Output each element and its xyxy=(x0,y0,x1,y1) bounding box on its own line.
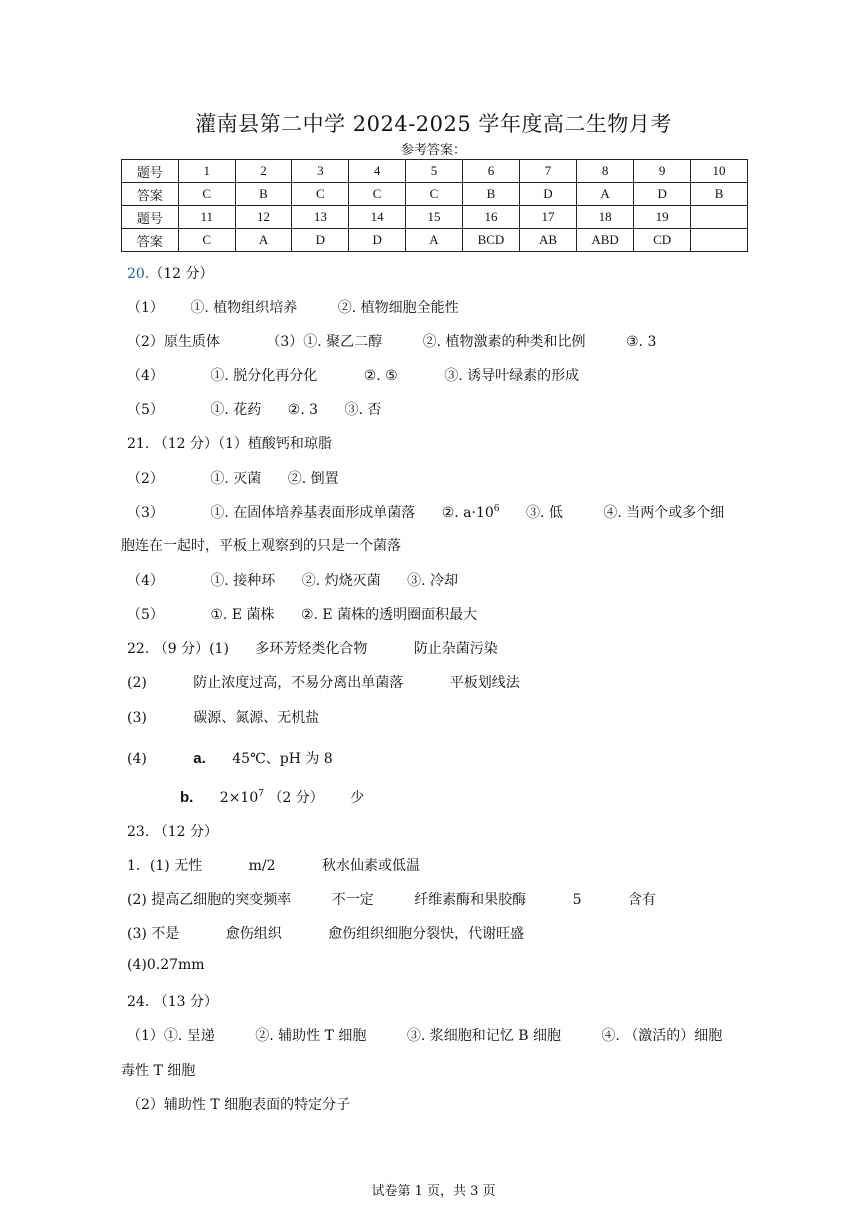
table-cell: CD xyxy=(634,229,691,252)
answer-text: ①. 植物组织培养 xyxy=(190,300,298,316)
q21-line-3 xyxy=(127,502,724,522)
table-cell: AB xyxy=(520,229,577,252)
answer-text: 碳源、氮源、无机盐 xyxy=(193,710,320,726)
q20-line-4 xyxy=(127,399,381,419)
table-cell: D xyxy=(634,183,691,206)
table-row xyxy=(122,229,748,252)
q24-line-1b: 毒性 T 细胞 xyxy=(121,1063,196,1079)
answer-text: (2) xyxy=(127,675,147,691)
answer-text: ①. 接种环 xyxy=(210,573,276,589)
answer-text: （4） xyxy=(127,368,164,384)
answer-text: ②. a·10 xyxy=(441,505,494,521)
answer-text: 不一定 xyxy=(331,892,374,908)
answer-text: ②. 倒置 xyxy=(287,471,339,487)
answer-text: 愈伤组织 xyxy=(225,926,282,942)
table-cell: D xyxy=(349,229,406,252)
q20-score: （12 分） xyxy=(149,266,214,282)
q23-line-1 xyxy=(127,855,420,875)
row-label: 题号 xyxy=(122,206,179,229)
answer-text: ③. 冷却 xyxy=(407,573,458,589)
table-cell: B xyxy=(691,183,748,206)
answer-text: m/2 xyxy=(248,858,276,874)
table-cell: 8 xyxy=(576,160,633,183)
answer-text: ④. （激活的）细胞 xyxy=(601,1028,723,1044)
table-cell: 1 xyxy=(178,160,235,183)
q22-line-2 xyxy=(127,672,520,692)
q21-line-4 xyxy=(127,570,458,590)
answer-text: ②. 灼烧灭菌 xyxy=(301,573,381,589)
answer-text: 愈伤组织细胞分裂快，代谢旺盛 xyxy=(328,926,525,942)
answer-text: 2×10 xyxy=(219,790,259,806)
answer-text: （2 分） xyxy=(268,790,324,806)
table-cell: 19 xyxy=(634,206,691,229)
table-cell: C xyxy=(349,183,406,206)
answer-text: （4） xyxy=(127,573,164,589)
row-label: 题号 xyxy=(122,160,179,183)
table-cell: C xyxy=(178,229,235,252)
table-cell xyxy=(691,229,748,252)
table-cell: 10 xyxy=(691,160,748,183)
table-row xyxy=(122,183,748,206)
q23-line-4: (4)0.27mm xyxy=(127,957,205,973)
answer-text: ③. 低 xyxy=(525,505,563,521)
table-cell: 18 xyxy=(576,206,633,229)
answer-text: （3） xyxy=(127,505,164,521)
table-cell: C xyxy=(292,183,349,206)
q20-line-1 xyxy=(127,297,459,317)
q23-line-2 xyxy=(127,889,656,909)
q20-heading xyxy=(127,263,214,283)
q21-line-1: 21. （12 分）（1）植酸钙和琼脂 xyxy=(127,436,332,452)
answer-text: 纤维素酶和果胶酶 xyxy=(414,892,527,908)
table-cell: 5 xyxy=(406,160,463,183)
answer-text: （2）原生质体 xyxy=(127,334,220,350)
q21-line-3b: 胞连在一起时，平板上观察到的只是一个菌落 xyxy=(121,538,401,554)
table-cell: 2 xyxy=(235,160,292,183)
answer-label: b. xyxy=(180,789,194,806)
table-cell: A xyxy=(235,229,292,252)
answer-text: 少 xyxy=(350,790,365,806)
table-cell: 14 xyxy=(349,206,406,229)
answer-text: 45℃、pH 为 8 xyxy=(232,751,333,767)
q22-line-5 xyxy=(180,787,364,807)
superscript: 7 xyxy=(258,789,264,800)
q20-line-2 xyxy=(127,331,656,351)
answer-text: 5 xyxy=(572,892,582,908)
answer-text: ③. 3 xyxy=(626,334,657,350)
answer-text: ②. 植物激素的种类和比例 xyxy=(422,334,586,350)
table-row xyxy=(122,206,748,229)
answer-text: ②. E 菌株的透明圈面积最大 xyxy=(300,607,478,623)
q24-line-1 xyxy=(127,1025,722,1045)
answer-table xyxy=(121,159,748,252)
answer-text: (2) 提高乙细胞的突变频率 xyxy=(127,892,292,908)
answer-text: ②. ⑤ xyxy=(363,368,398,384)
q22-line-3 xyxy=(127,707,319,727)
table-row xyxy=(122,160,748,183)
table-cell: B xyxy=(235,183,292,206)
table-cell: 7 xyxy=(520,160,577,183)
table-cell: BCD xyxy=(462,229,519,252)
answer-text: 1．(1) 无性 xyxy=(127,858,203,874)
answer-text: ②. 辅助性 T 细胞 xyxy=(255,1028,367,1044)
answer-text: 防止浓度过高，不易分离出单菌落 xyxy=(193,675,404,691)
answer-text: （5） xyxy=(127,402,164,418)
q23-line-3 xyxy=(127,923,524,943)
answer-key-subtitle: 参考答案： xyxy=(400,143,466,158)
table-cell: 16 xyxy=(462,206,519,229)
q24-line-2: （2）辅助性 T 细胞表面的特定分子 xyxy=(127,1097,351,1113)
answer-text: ③. 诱导叶绿素的形成 xyxy=(444,368,580,384)
table-cell: C xyxy=(406,183,463,206)
q20-number: 20. xyxy=(127,266,150,282)
q24-heading: 24. （13 分） xyxy=(127,994,218,1010)
table-cell: C xyxy=(178,183,235,206)
answer-text: (3) xyxy=(127,710,147,726)
answer-label: a. xyxy=(193,750,206,767)
answer-text: (3) 不是 xyxy=(127,926,180,942)
q22-line-4 xyxy=(127,748,333,768)
table-cell: 9 xyxy=(634,160,691,183)
answer-text: ③. 浆细胞和记忆 B 细胞 xyxy=(406,1028,561,1044)
answer-text xyxy=(442,504,500,521)
answer-text: ②. 3 xyxy=(287,402,319,418)
table-cell: 12 xyxy=(235,206,292,229)
answer-text: （1） xyxy=(127,300,164,316)
answer-text: （5） xyxy=(127,607,164,623)
answer-text: 秋水仙素或低温 xyxy=(322,858,421,874)
superscript: 6 xyxy=(493,504,500,515)
answer-text: 平板划线法 xyxy=(449,675,520,691)
page-footer: 试卷第 1 页，共 3 页 xyxy=(371,1184,496,1199)
table-cell: 15 xyxy=(406,206,463,229)
answer-text: 多环芳烃类化合物 xyxy=(255,641,368,657)
answer-text xyxy=(220,789,264,806)
row-label: 答案 xyxy=(122,229,179,252)
page-title: 灌南县第二中学 2024-2025 学年度高二生物月考 xyxy=(195,112,672,136)
answer-text: ①. 花药 xyxy=(210,402,262,418)
q21-line-5 xyxy=(127,604,477,624)
table-cell: 17 xyxy=(520,206,577,229)
answer-text: ③. 否 xyxy=(344,402,382,418)
answer-text: ①. 在固体培养基表面形成单菌落 xyxy=(210,505,416,521)
answer-text: ④. 当两个或多个细 xyxy=(603,505,725,521)
table-cell: A xyxy=(576,183,633,206)
answer-text: 22. （9 分）(1) xyxy=(127,641,229,657)
answer-text: （2） xyxy=(127,471,164,487)
answer-text: ①. E 菌株 xyxy=(210,607,275,623)
table-cell: 6 xyxy=(462,160,519,183)
answer-text: ①. 脱分化再分化 xyxy=(210,368,318,384)
answer-text: （3）①. 聚乙二醇 xyxy=(266,334,383,350)
answer-text: (4) xyxy=(127,751,147,767)
table-cell: 4 xyxy=(349,160,406,183)
table-cell: 13 xyxy=(292,206,349,229)
answer-text: 防止杂菌污染 xyxy=(413,641,498,657)
answer-text: （1）①. 呈递 xyxy=(127,1028,215,1044)
answer-text: ②. 植物细胞全能性 xyxy=(337,300,459,316)
table-cell: B xyxy=(462,183,519,206)
q20-line-3 xyxy=(127,365,579,385)
table-cell: 11 xyxy=(178,206,235,229)
q22-line-1 xyxy=(127,638,498,658)
q21-line-2 xyxy=(127,468,339,488)
row-label: 答案 xyxy=(122,183,179,206)
q23-heading: 23. （12 分） xyxy=(127,824,218,840)
table-cell xyxy=(691,206,748,229)
table-cell: ABD xyxy=(576,229,633,252)
answer-text: ①. 灭菌 xyxy=(210,471,262,487)
table-cell: D xyxy=(292,229,349,252)
table-cell: A xyxy=(406,229,463,252)
table-cell: D xyxy=(520,183,577,206)
answer-text: 含有 xyxy=(628,892,657,908)
table-cell: 3 xyxy=(292,160,349,183)
